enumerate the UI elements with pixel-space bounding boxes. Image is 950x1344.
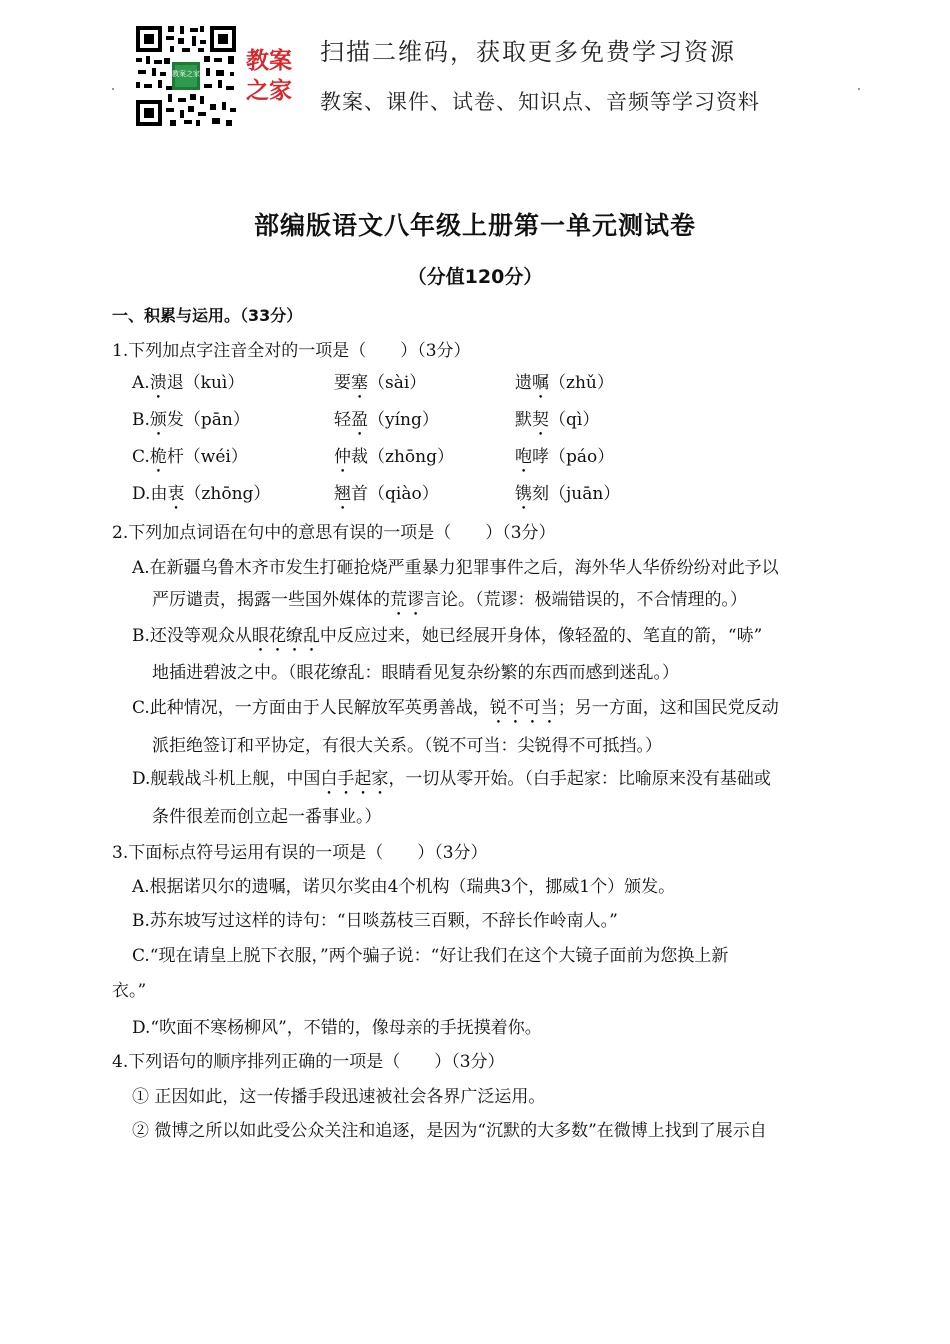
promo-header — [134, 24, 834, 134]
q2-option-d-line2: 条件很差而创立起一番事业。） — [152, 807, 382, 827]
q1-option-2-2: 轻盈（yíng） — [334, 410, 439, 430]
dotted-char: 契 — [532, 410, 549, 430]
q1-option-3-3: 咆哮（páo） — [515, 447, 615, 467]
page-title: 部编版语文八年级上册第一单元测试卷 — [253, 211, 696, 240]
q1-option-2-3: 默契（qì） — [515, 410, 600, 430]
q1-option-1-2: 要塞（sài） — [334, 373, 427, 393]
q1-option-2-1: B.颁发（pān） — [132, 410, 250, 430]
dotted-char: 塞 — [351, 373, 368, 393]
dotted-word: 锐不可当 — [489, 698, 558, 718]
dotted-word: 眼花缭乱 — [251, 626, 320, 646]
dotted-word: 荒谬 — [390, 590, 424, 610]
q2-option-a-line2: 严厉谴责，揭露一些国外媒体的荒谬言论。（荒谬：极端错误的，不合情理的。） — [152, 590, 747, 610]
page-subtitle: （分值120分） — [407, 266, 543, 288]
brand-line-2: 之家 — [246, 78, 292, 104]
q1-option-4-2: 翘首（qiào） — [334, 484, 439, 504]
q4-sentence-2: ② 微博之所以如此受公众关注和追逐，是因为“沉默的大多数”在微博上找到了展示自 — [132, 1121, 767, 1141]
q1-stem: 1.下列加点字注音全对的一项是（ ）（3分） — [112, 341, 471, 361]
dotted-char: 颁 — [149, 410, 167, 430]
q2-stem: 2.下列加点词语在句中的意思有误的一项是（ ）（3分） — [112, 523, 556, 543]
brand-line-1: 教案 — [246, 48, 292, 74]
q4-sentence-1: ① 正因如此，这一传播手段迅速被社会各界广泛运用。 — [132, 1087, 546, 1107]
q1-option-1-3: 遗嘱（zhǔ） — [515, 373, 614, 393]
q3-stem: 3.下面标点符号运用有误的一项是（ ）（3分） — [112, 843, 488, 863]
dotted-char: 咆 — [515, 447, 532, 467]
q2-option-b-line1: B.还没等观众从眼花缭乱中反应过来，她已经展开身体，像轻盈的、笔直的箭，“哧” — [132, 626, 763, 646]
corner-mark-right — [858, 88, 860, 90]
q3-option-a: A.根据诺贝尔的遗嘱，诺贝尔奖由4个机构（瑞典3个，挪威1个）颁发。 — [132, 877, 676, 897]
q3-option-b: B.苏东坡写过这样的诗句：“日啖荔枝三百颗，不辞长作岭南人。” — [132, 911, 618, 931]
corner-mark-left — [112, 88, 114, 90]
dotted-char: 翘 — [334, 484, 351, 504]
dotted-char: 溃 — [149, 373, 167, 393]
q1-option-1-1: A.溃退（kuì） — [132, 373, 245, 393]
dotted-char: 镌 — [515, 484, 532, 504]
section-heading: 一、积累与运用。（33分） — [112, 306, 303, 325]
dotted-char: 衷 — [167, 484, 185, 504]
q2-option-d-line1: D.舰载战斗机上舰，中国白手起家，一切从零开始。（白手起家：比喻原来没有基础或 — [132, 769, 771, 789]
slogan-line-2: 教案、课件、试卷、知识点、音频等学习资料 — [320, 90, 760, 114]
q1-option-3-1: C.桅杆（wéi） — [132, 447, 248, 467]
dotted-char: 盈 — [351, 410, 368, 430]
q1-option-4-1: D.由衷（zhōng） — [132, 484, 271, 504]
q3-option-c-line1: C.“现在请皇上脱下衣服，”两个骗子说：“好让我们在这个大镜子面前为您换上新 — [132, 946, 729, 966]
qr-code-icon[interactable] — [134, 24, 238, 128]
q2-option-c-line1: C.此种情况，一方面由于人民解放军英勇善战，锐不可当；另一方面，这和国民党反动 — [132, 698, 779, 718]
q2-option-b-line2: 地插进碧波之中。（眼花缭乱：眼睛看见复杂纷繁的东西而感到迷乱。） — [152, 663, 679, 683]
brand-logo — [246, 46, 310, 110]
dotted-char: 仲 — [334, 447, 351, 467]
q2-option-c-line2: 派拒绝签订和平协定，有很大关系。（锐不可当：尖锐得不可抵挡。） — [152, 736, 662, 756]
dotted-char: 桅 — [149, 447, 167, 467]
dotted-char: 嘱 — [532, 373, 549, 393]
slogan-line-1: 扫描二维码，获取更多免费学习资源 — [320, 38, 736, 66]
q2-option-a-line1: A.在新疆乌鲁木齐市发生打砸抢烧严重暴力犯罪事件之后，海外华人华侨纷纷对此予以 — [132, 558, 779, 578]
q3-option-d: D.“吹面不寒杨柳风”，不错的，像母亲的手抚摸着你。 — [132, 1018, 542, 1038]
q1-option-3-2: 仲裁（zhōng） — [334, 447, 454, 467]
q4-stem: 4.下列语句的顺序排列正确的一项是（ ）（3分） — [112, 1052, 505, 1072]
dotted-word: 白手起家 — [320, 769, 389, 789]
q1-option-4-3: 镌刻（juān） — [515, 484, 621, 504]
q3-option-c-line2: 衣。” — [112, 981, 147, 1001]
qr-badge-text: 教案之家 — [172, 70, 200, 78]
